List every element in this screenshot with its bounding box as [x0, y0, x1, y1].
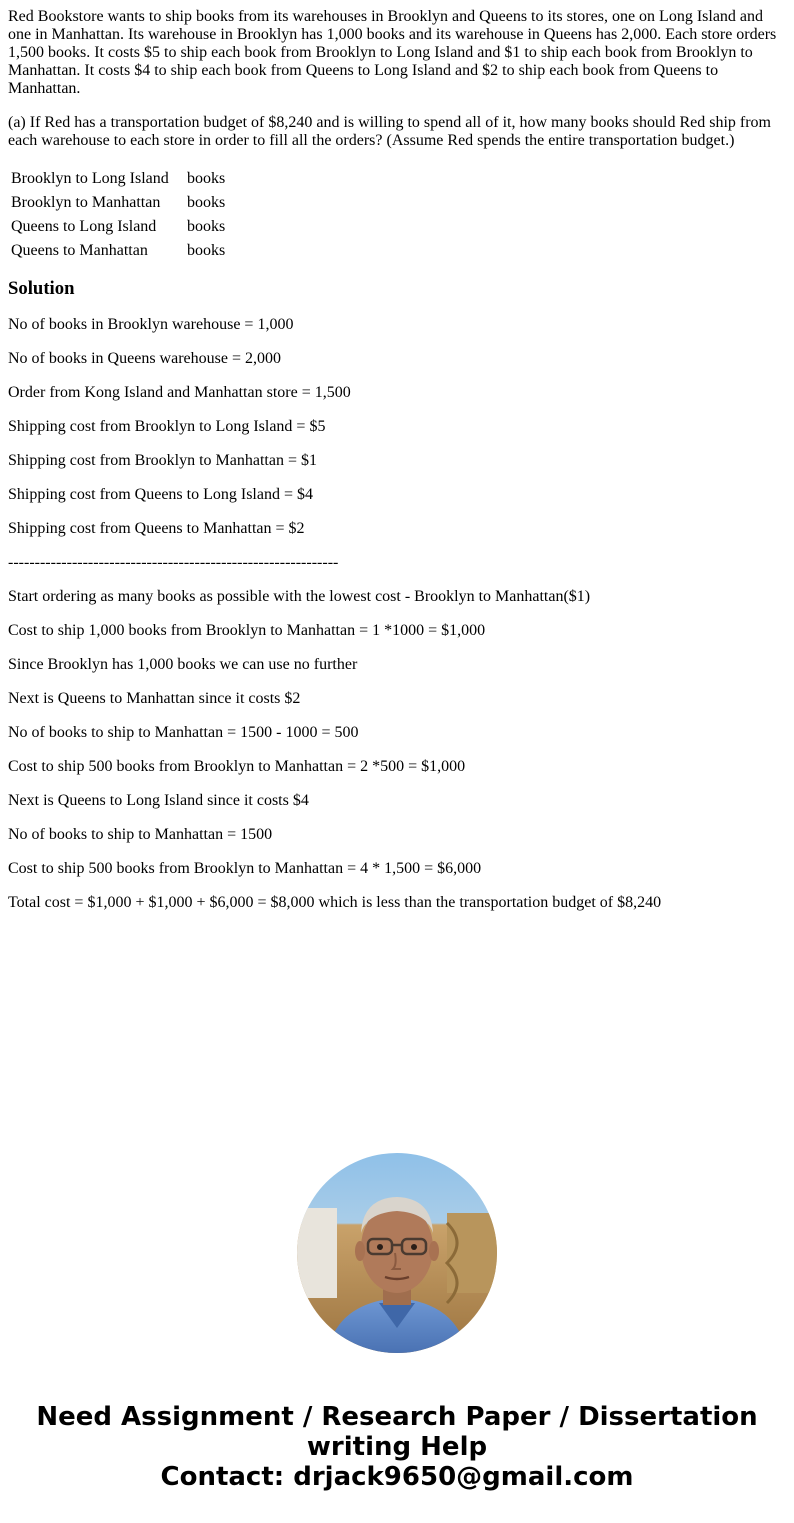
solution-line: Cost to ship 500 books from Brooklyn to Manhattan = 4 * 1,500 = $6,000	[8, 860, 482, 877]
solution-heading: Solution	[8, 278, 75, 299]
solution-line: Since Brooklyn has 1,000 books we can use no further	[8, 656, 358, 673]
problem-intro: Red Bookstore wants to ship books from its warehouses in Brooklyn and Queens to its stores, one on Long Island and one in Manhattan. Its warehouse in Brooklyn has 1,000 books and its warehouse in Queens has 2,000. Each store orders 1,500 books. It costs $5 to ship each book from Brooklyn to Long Island and $1 to ship each book from Brooklyn to Manhattan. It costs $4 to ship each book from Queens to Long Island and $2 to ship each book from Queens to Manhattan.	[8, 8, 777, 97]
author-avatar	[297, 1153, 497, 1353]
banner-line-2: writing Help	[306, 1432, 488, 1462]
solution-line: Next is Queens to Long Island since it costs $4	[8, 792, 309, 809]
solution-line: No of books to ship to Manhattan = 1500 - 1000 = 500	[8, 724, 359, 741]
solution-line: No of books in Brooklyn warehouse = 1,000	[8, 316, 294, 333]
solution-line: Next is Queens to Manhattan since it costs $2	[8, 690, 301, 707]
answer-table	[8, 166, 228, 264]
divider-line: --------------------------------------------------------------	[8, 554, 339, 571]
banner-line-1: Need Assignment / Research Paper / Dissertation	[36, 1402, 758, 1432]
route-label: Queens to Manhattan	[11, 242, 148, 259]
portrait-image	[297, 1153, 497, 1353]
unit-label: books	[187, 218, 226, 235]
solution-line: Cost to ship 1,000 books from Brooklyn to Manhattan = 1 *1000 = $1,000	[8, 622, 486, 639]
solution-line: Start ordering as many books as possible with the lowest cost - Brooklyn to Manhattan($1)	[8, 588, 591, 605]
contact-banner	[0, 1402, 794, 1492]
problem-question: (a) If Red has a transportation budget of $8,240 and is willing to spend all of it, how many books should Red ship from each warehouse to each store in order to fill all the orders? (Assume Red spends the entire transportation budget.)	[8, 114, 771, 149]
unit-label: books	[187, 242, 226, 259]
solution-line: Shipping cost from Queens to Manhattan = $2	[8, 520, 305, 537]
table-row	[10, 192, 226, 214]
table-row	[10, 240, 226, 262]
solution-line: Cost to ship 500 books from Brooklyn to Manhattan = 2 *500 = $1,000	[8, 758, 466, 775]
solution-line: No of books in Queens warehouse = 2,000	[8, 350, 281, 367]
contact-email: Contact: drjack9650@gmail.com	[160, 1462, 634, 1492]
solution-line: Shipping cost from Brooklyn to Manhattan = $1	[8, 452, 317, 469]
solution-line: Order from Kong Island and Manhattan store = 1,500	[8, 384, 351, 401]
document-content	[8, 8, 783, 928]
route-label: Queens to Long Island	[11, 218, 157, 235]
route-label: Brooklyn to Manhattan	[11, 194, 161, 211]
route-label: Brooklyn to Long Island	[11, 170, 169, 187]
solution-line: No of books to ship to Manhattan = 1500	[8, 826, 273, 843]
table-row	[10, 216, 226, 238]
unit-label: books	[187, 194, 226, 211]
solution-line: Shipping cost from Brooklyn to Long Island = $5	[8, 418, 326, 435]
solution-line: Shipping cost from Queens to Long Island = $4	[8, 486, 313, 503]
table-row	[10, 168, 226, 190]
unit-label: books	[187, 170, 226, 187]
solution-line: Total cost = $1,000 + $1,000 + $6,000 = $8,000 which is less than the transportation budget of $8,240	[8, 894, 662, 911]
